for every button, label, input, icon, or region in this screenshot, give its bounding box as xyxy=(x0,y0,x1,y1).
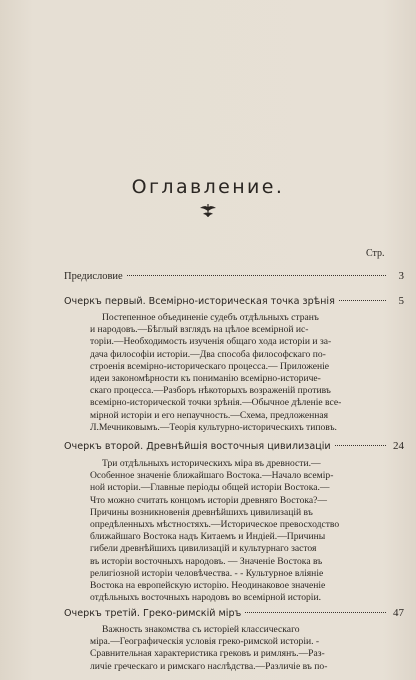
toc-entry-page: 3 xyxy=(398,270,404,282)
summary-line: ближайшаго Востока надъ Китаемъ и Индіей.—Причины xyxy=(90,531,326,543)
summary-line: строенія всемірно-историческаго процесса.— Приложеніе xyxy=(90,360,330,372)
summary-line: и народовъ.—Бѣглый взглядъ на цѣлое всемірной ис- xyxy=(90,324,309,336)
toc-entry-page: 47 xyxy=(393,607,404,619)
summary-line: ной исторіи.—Главные періоды общей исторіи Востока.— xyxy=(90,482,330,494)
toc-entry-heading: Очеркъ второй. Древнѣйшія восточныя цивилизаціи xyxy=(64,441,331,452)
summary-line: Особенное значеніе ближайшаго Востока.—Начало всемір- xyxy=(90,470,334,482)
summary-line: торіи.—Необходимость изученія общаго хода исторіи и за- xyxy=(90,336,332,348)
summary-line: Востока на европейскую исторію. Неодинаковое значеніе xyxy=(90,580,326,592)
summary-line: гибели древнѣйшихъ цивилизацій и культурнаго застоя xyxy=(90,543,317,555)
summary-line: мірной исторіи и его непаучность.—Схема, предложенная xyxy=(90,409,329,421)
toc-entry-essay-3 xyxy=(64,607,404,619)
toc-entry-preface xyxy=(64,270,404,282)
summary-line: Что можно считать концомъ исторіи древняго Востока?— xyxy=(90,494,328,506)
summary-line: Постепенное объединеніе судебъ отдѣльныхъ странъ xyxy=(102,312,319,323)
summary-line: Три отдѣльныхъ историческихъ міра въ древности.— xyxy=(102,458,321,469)
summary-line: опредѣленныхъ мѣстностяхъ.—Историческое превосходство xyxy=(90,519,340,531)
page-column-label: Стр. xyxy=(366,248,385,259)
toc-entry-page: 24 xyxy=(393,440,404,452)
summary-line: всемірно-исторической точки зрѣнія.—Обычное дѣленіе все- xyxy=(90,397,342,409)
page-title: Оглавление. xyxy=(131,176,285,198)
summary-line: Сравнительная характеристика грековъ и римлянъ.—Раз- xyxy=(90,648,325,660)
dot-leader xyxy=(339,300,386,301)
dot-leader xyxy=(245,612,386,613)
toc-summary-essay-1 xyxy=(90,312,390,434)
toc-entry-essay-2 xyxy=(64,440,404,452)
summary-line: личіе греческаго и римскаго наслѣдства.—Различіе въ по- xyxy=(90,660,328,672)
summary-line: Л.Мечниковымъ.—Теорія культурно-историческихъ типовъ. xyxy=(90,421,337,433)
summary-line: въ исторіи восточныхъ народовъ. — Значеніе Востока въ xyxy=(90,555,323,567)
summary-line: Важность знакомства съ исторіей классическаго xyxy=(102,624,300,635)
toc-entry-heading: Предисловие xyxy=(64,271,123,282)
toc-summary-essay-3 xyxy=(90,624,390,673)
summary-line: идеи закономѣрности къ пониманію всемірно-историче- xyxy=(90,373,321,385)
dot-leader xyxy=(335,445,386,446)
dot-leader xyxy=(127,275,386,276)
summary-line: отдѣльныхъ восточныхъ народовъ во всемірной исторіи. xyxy=(90,592,321,604)
summary-line: дача философіи исторіи.—Два способа философскаго по- xyxy=(90,348,326,360)
summary-line: религіозной исторіи человѣчества. - - Культурное вліяніе xyxy=(90,567,324,579)
summary-line: Причины возникновенія древнѣйшихъ цивилизацій въ xyxy=(90,506,313,518)
toc-entry-heading: Очеркъ третій. Греко-римскій міръ xyxy=(64,608,242,619)
toc-entry-essay-1 xyxy=(64,295,404,307)
toc-summary-essay-2 xyxy=(90,458,390,604)
summary-line: міра.—Географическія условія греко-римской исторіи. - xyxy=(90,636,320,648)
toc-entry-heading: Очеркъ первый. Всемірно-историческая точка зрѣнія xyxy=(64,296,335,307)
toc-entry-page: 5 xyxy=(398,295,404,307)
ornament-divider-icon xyxy=(196,203,220,219)
summary-line: скаго процесса.—Разборъ нѣкоторыхъ возраженій противъ xyxy=(90,385,331,397)
